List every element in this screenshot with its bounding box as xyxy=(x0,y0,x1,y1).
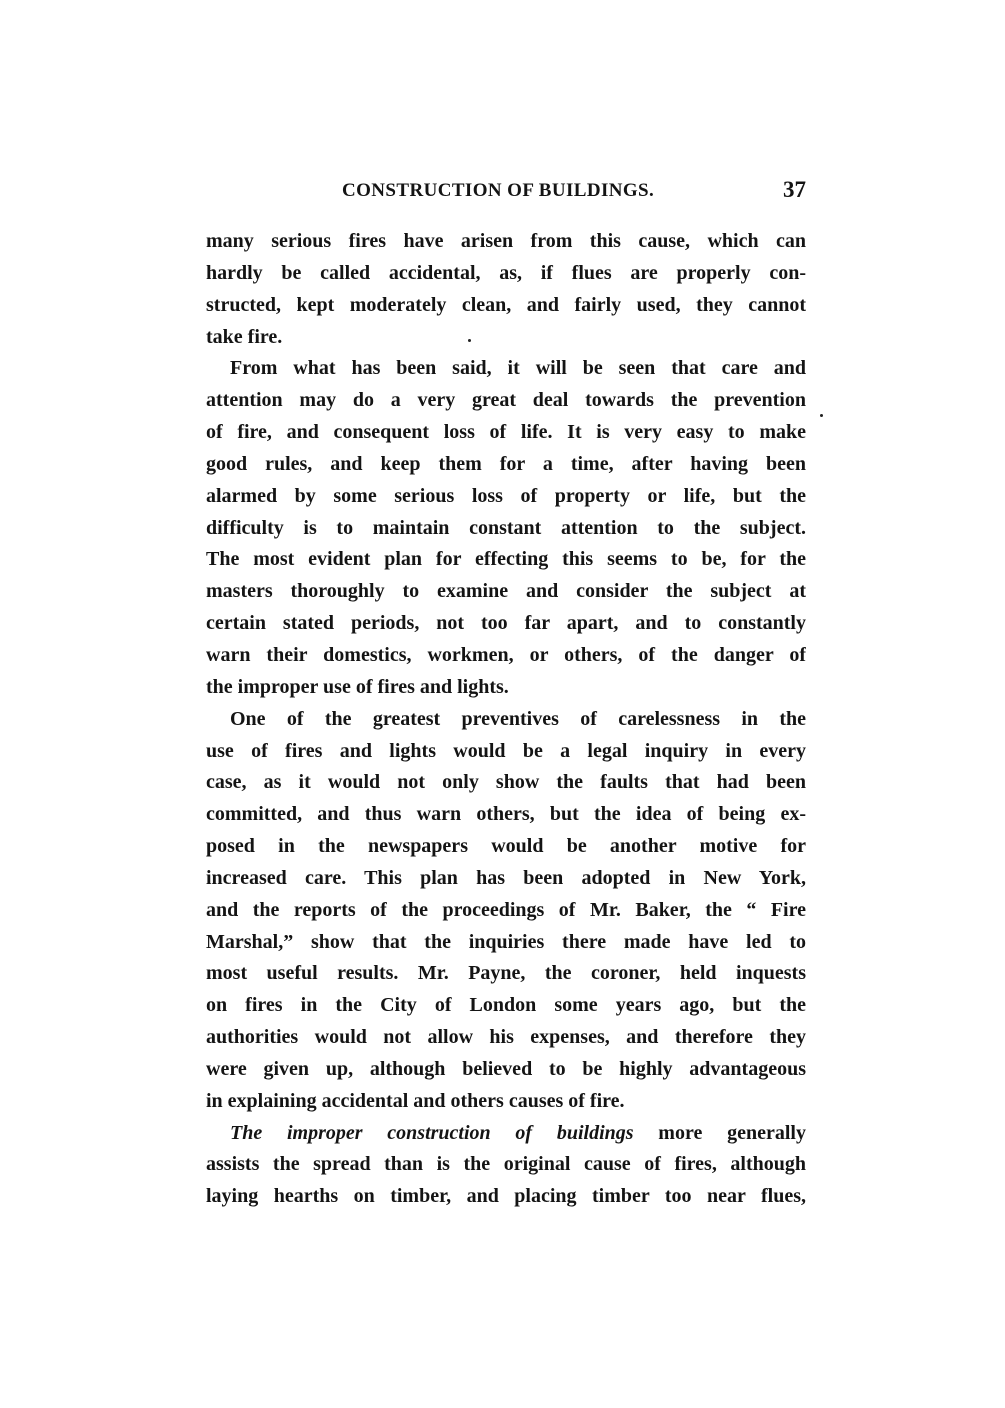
page-number: 37 xyxy=(783,177,806,202)
body-text xyxy=(206,226,806,1213)
paragraph-1 xyxy=(206,226,806,353)
text-line: alarmed by some serious loss of property or life, but the xyxy=(206,484,806,507)
text-line: masters thoroughly to examine and consider the subject at xyxy=(206,580,806,603)
text-line: were given up, although believed to be highly advantageous xyxy=(206,1057,806,1080)
text-line: assists the spread than is the original cause of fires, although xyxy=(206,1153,806,1176)
text-line: use of fires and lights would be a legal inquiry in every xyxy=(206,739,806,762)
text-line: One of the greatest preventives of carelessness in the xyxy=(230,707,806,730)
text-line: authorities would not allow his expenses, and therefore they xyxy=(206,1026,806,1049)
text-line: good rules, and keep them for a time, after having been xyxy=(206,452,806,475)
text-line: increased care. This plan has been adopted in New York, xyxy=(206,866,806,889)
text-run: more generally xyxy=(633,1121,806,1144)
text-line: hardly be called accidental, as, if flues are properly con- xyxy=(206,261,806,284)
text-line: certain stated periods, not too far apart, and to constantly xyxy=(206,612,806,635)
text-line: on fires in the City of London some years ago, but the xyxy=(206,994,806,1017)
paragraph-2 xyxy=(206,353,806,703)
print-speck xyxy=(820,414,823,417)
text-line: many serious fires have arisen from this cause, which can xyxy=(206,230,806,252)
running-head xyxy=(206,177,806,210)
text-line: structed, kept moderately clean, and fairly used, they cannot xyxy=(206,293,806,316)
text-line: in explaining accidental and others causes of fire. xyxy=(206,1089,625,1112)
text-line: posed in the newspapers would be another motive for xyxy=(206,835,806,858)
text-line: the improper use of fires and lights. xyxy=(206,675,509,698)
text-line: attention may do a very great deal towards the prevention xyxy=(206,389,806,412)
text-line: From what has been said, it will be seen that care and xyxy=(230,357,806,380)
text-line: The most evident plan for effecting this seems to be, for the xyxy=(206,548,806,571)
text-line: of fire, and consequent loss of life. It is very easy to make xyxy=(206,421,806,444)
text-line: most useful results. Mr. Payne, the coroner, held inquests xyxy=(206,962,806,985)
print-speck xyxy=(468,339,471,342)
running-title: CONSTRUCTION OF BUILDINGS. xyxy=(342,180,655,201)
text-line: difficulty is to maintain constant attention to the subject. xyxy=(206,516,806,539)
text-line: warn their domestics, workmen, or others, of the danger of xyxy=(206,643,806,666)
paragraph-4 xyxy=(206,1118,806,1214)
text-line: Marshal,” show that the inquiries there made have led to xyxy=(206,930,806,953)
text-line xyxy=(206,1118,806,1150)
text-line: case, as it would not only show the faults that had been xyxy=(206,771,806,794)
text-line: take fire. xyxy=(206,325,283,348)
paragraph-3 xyxy=(206,704,806,1118)
text-line: laying hearths on timber, and placing timber too near flues, xyxy=(206,1185,806,1208)
text-line: committed, and thus warn others, but the idea of being ex- xyxy=(206,803,806,826)
italic-lead: The improper construction of buildings xyxy=(230,1121,634,1144)
text-line: and the reports of the proceedings of Mr. Baker, the “ Fire xyxy=(206,898,806,921)
